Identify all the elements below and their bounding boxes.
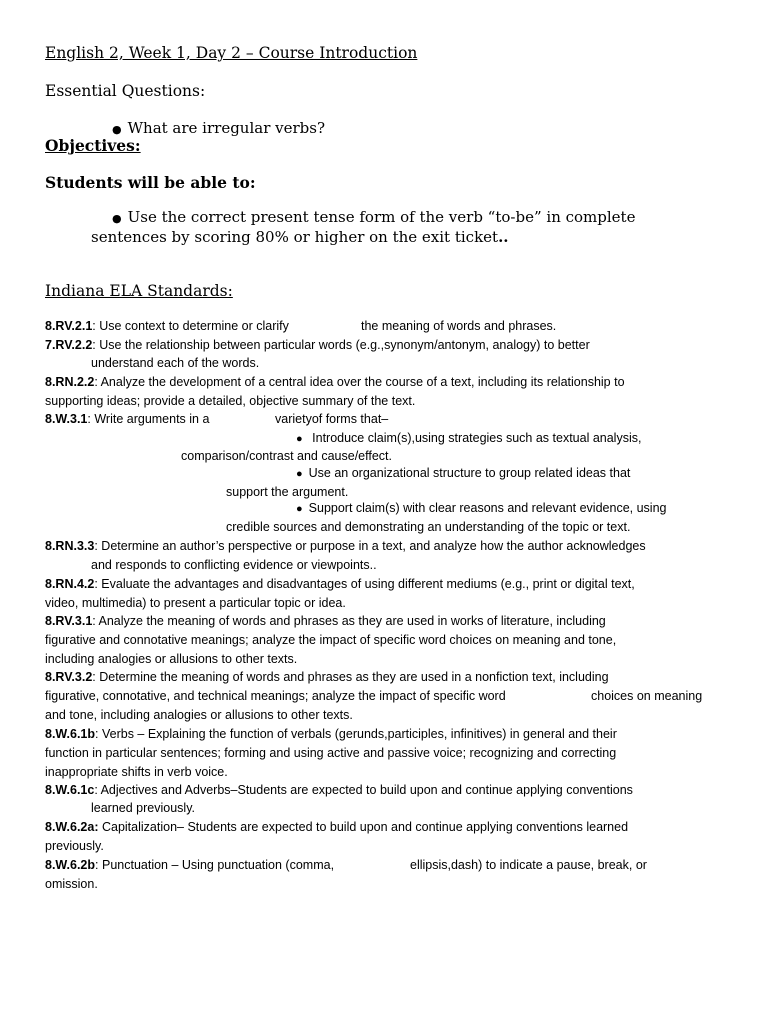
standard-code: 8.RV.3.2 [45,670,93,684]
standard-8w62b: 8.W.6.2b: Punctuation – Using punctuation (comma, [45,858,335,872]
essential-question-item [112,119,325,137]
objective-text-line1: Use the correct present tense form of the verb “to-be” in complete [127,208,636,226]
essential-questions-heading: Essential Questions: [45,82,206,100]
standard-8w61b-cont1: function in particular sentences; forming and using active and passive voice; recognizing and correcting [45,746,617,760]
standard-8rv32-cont2: and tone, including analogies or allusions to other texts. [45,708,353,722]
standard-code: 8.RN.2.2 [45,375,95,389]
standard-8w61c-cont: learned previously. [91,801,195,815]
standard-8w62b-cont: ellipsis,dash) to indicate a pause, break, or [410,858,647,872]
essential-question-text: What are irregular verbs? [127,119,326,137]
standard-8w31-sub1: ● Introduce claim(s),using strategies such as textual analysis, [296,431,642,445]
standard-code: 7.RV.2.2 [45,338,93,352]
standard-8rn33: 8.RN.3.3: Determine an author’s perspective or purpose in a text, and analyze how the author acknowledges [45,539,646,553]
standard-8w62b-cont2: omission. [45,877,98,891]
standard-8w31-sub3: ● Support claim(s) with clear reasons and relevant evidence, using [296,501,667,515]
standard-8rn22: 8.RN.2.2: Analyze the development of a central idea over the course of a text, including its relationship to [45,375,625,389]
bullet-icon: ● [112,123,122,136]
standard-8rn22-cont: supporting ideas; provide a detailed, objective summary of the text. [45,394,416,408]
standard-7rv22-cont: understand each of the words. [91,356,260,370]
bullet-icon: ● [296,503,303,515]
standard-code: 8.W.6.2a: [45,820,99,834]
standard-8w31-sub1-cont: comparison/contrast and cause/effect. [181,449,392,463]
standard-8rv32-cont1: figurative, connotative, and technical meanings; analyze the impact of specific word [45,689,506,703]
standard-8w62a-cont: previously. [45,839,104,853]
standard-8rn33-cont: and responds to conflicting evidence or viewpoints.. [91,558,377,572]
bullet-icon: ● [296,468,303,480]
students-will-heading: Students will be able to: [45,173,256,192]
objective-item [112,208,635,226]
standard-8rv21-cont: the meaning of words and phrases. [361,319,557,333]
standard-code: 8.W.6.1b [45,727,96,741]
page-title: English 2, Week 1, Day 2 – Course Introduction [45,44,418,62]
standard-7rv22: 7.RV.2.2: Use the relationship between particular words (e.g.,synonym/antonym, analogy) to better [45,338,590,352]
standard-8w61c: 8.W.6.1c: Adjectives and Adverbs–Students are expected to build upon and continue applying conventions [45,783,633,797]
standard-code: 8.W.6.1c [45,783,95,797]
standard-8rn42: 8.RN.4.2: Evaluate the advantages and disadvantages of using different mediums (e.g., print or digital text, [45,577,635,591]
standard-8rv32-cont1b: choices on meaning [591,689,703,703]
standard-code: 8.RV.2.1 [45,319,93,333]
standard-8w31-sub3-cont: credible sources and demonstrating an understanding of the topic or text. [226,520,631,534]
standard-code: 8.RN.4.2 [45,577,95,591]
standard-8w31-sub2-cont: support the argument. [226,485,349,499]
standard-8w62a: 8.W.6.2a: Capitalization– Students are expected to build upon and continue applying conventions learned [45,820,629,834]
standard-8w61b-cont2: inappropriate shifts in verb voice. [45,765,228,779]
objectives-heading: Objectives: [45,136,141,155]
standard-8rv31-cont1: figurative and connotative meanings; analyze the impact of specific word choices on meaning and tone, [45,633,617,647]
standard-8rv32: 8.RV.3.2: Determine the meaning of words and phrases as they are used in a nonfiction text, including [45,670,609,684]
bullet-icon: ● [296,433,303,445]
objective-text-line2: sentences by scoring 80% or higher on the exit ticket.. [91,228,509,246]
standard-8w31-cont: varietyof forms that– [275,412,389,426]
standard-code: 8.W.3.1 [45,412,88,426]
standard-8rv21: 8.RV.2.1: Use context to determine or clarify [45,319,289,333]
standard-code: 8.RN.3.3 [45,539,95,553]
standard-8rn42-cont: video, multimedia) to present a particular topic or idea. [45,596,346,610]
standard-8rv31-cont2: including analogies or allusions to other texts. [45,652,298,666]
standard-8w31-sub2: ● Use an organizational structure to group related ideas that [296,466,631,480]
standard-8w61b: 8.W.6.1b: Verbs – Explaining the function of verbals (gerunds,participles, infinitives) in general and their [45,727,617,741]
standard-code: 8.RV.3.1 [45,614,93,628]
standard-code: 8.W.6.2b [45,858,96,872]
standards-heading: Indiana ELA Standards: [45,282,233,300]
bullet-icon: ● [112,212,122,225]
standard-8rv31: 8.RV.3.1: Analyze the meaning of words and phrases as they are used in works of literature, including [45,614,606,628]
standard-8w31: 8.W.3.1: Write arguments in a [45,412,210,426]
